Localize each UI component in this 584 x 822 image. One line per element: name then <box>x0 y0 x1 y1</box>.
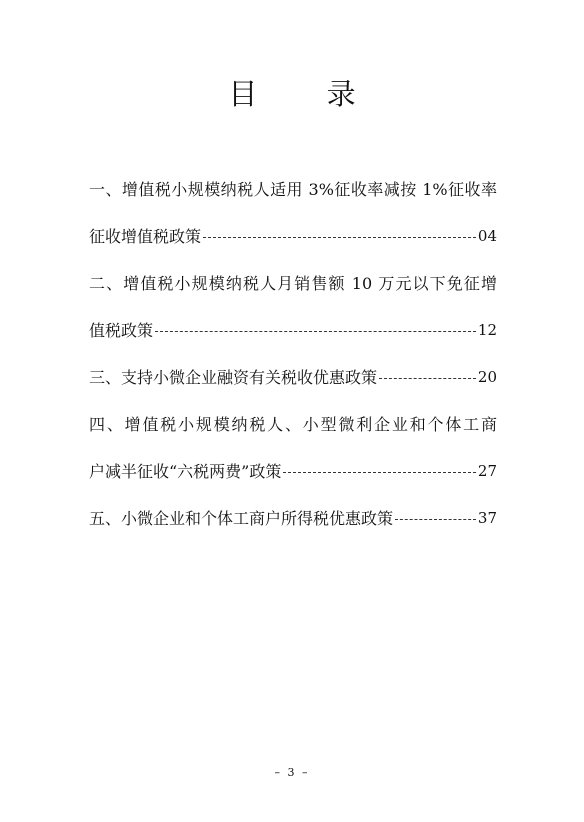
toc-entry-2-line-2[interactable] <box>89 306 497 353</box>
dot-leader <box>395 519 476 520</box>
toc-entry-4-line-1[interactable] <box>89 400 497 447</box>
toc-entry-3-text: 三、支持小微企业融资有关税收优惠政策 <box>89 368 378 387</box>
toc-entry-1-line-2[interactable] <box>89 212 497 259</box>
toc-entry-4-text-cont: 户减半征收“六税两费”政策 <box>89 462 282 481</box>
dot-leader <box>203 237 476 238</box>
toc-entry-2-page: 12 <box>477 320 497 339</box>
toc-entry-3[interactable] <box>89 353 497 400</box>
dot-leader <box>283 472 476 473</box>
toc-entry-1-page: 04 <box>477 226 497 245</box>
dot-leader <box>379 378 476 379</box>
toc-entry-5[interactable] <box>89 494 497 541</box>
dot-leader <box>155 331 476 332</box>
toc-entry-1-text-cont: 征收增值税政策 <box>89 227 202 246</box>
toc-entry-4-text: 四、增值税小规模纳税人、小型微利企业和个体工商 <box>89 415 497 434</box>
toc-entry-4-line-2[interactable] <box>89 447 497 494</box>
toc-entry-1-line-1[interactable] <box>89 165 497 212</box>
page-number: – 3 – <box>274 766 310 779</box>
toc-entry-5-page: 37 <box>477 508 497 527</box>
toc-entry-5-text: 五、小微企业和个体工商户所得税优惠政策 <box>89 509 394 528</box>
toc-entry-2-text: 二、增值税小规模纳税人月销售额 10 万元以下免征增 <box>89 274 497 293</box>
table-of-contents <box>89 165 497 541</box>
toc-entry-1-text: 一、增值税小规模纳税人适用 3%征收率减按 1%征收率 <box>89 180 497 199</box>
page-title: 目 录 <box>228 77 386 111</box>
toc-entry-2-line-1[interactable] <box>89 259 497 306</box>
toc-entry-4-page: 27 <box>477 461 497 480</box>
toc-entry-3-page: 20 <box>477 367 497 386</box>
toc-entry-2-text-cont: 值税政策 <box>89 321 154 340</box>
